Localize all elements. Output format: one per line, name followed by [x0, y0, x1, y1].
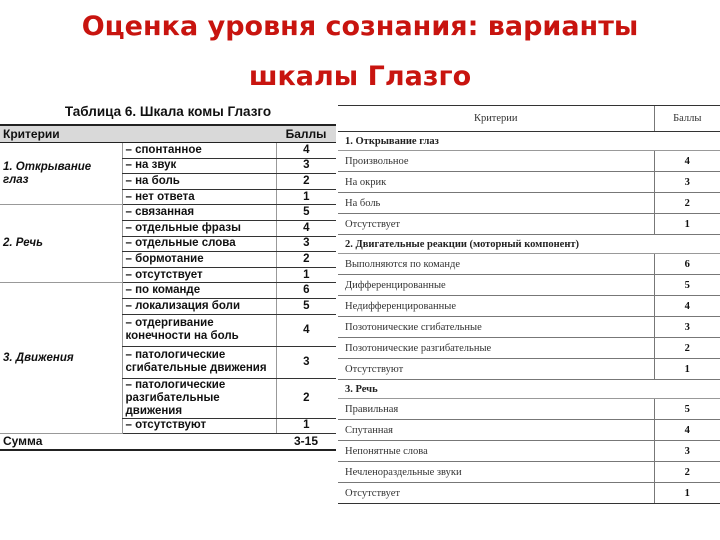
row-points: 3	[654, 317, 720, 338]
row-label: Произвольное	[338, 151, 654, 172]
table-row	[338, 399, 720, 420]
table-row	[338, 275, 720, 296]
row-label: Дифференцированные	[338, 275, 654, 296]
section-title: 2. Двигательные реакции (моторный компонент)	[338, 235, 720, 254]
glasgow-table-left	[0, 124, 336, 451]
row-points: 3	[654, 441, 720, 462]
option-label: – отсутствуют	[122, 418, 276, 434]
option-points: 1	[276, 189, 336, 205]
option-label: – патологические разгибательные движения	[122, 378, 276, 418]
row-points: 2	[654, 338, 720, 359]
table-row	[338, 441, 720, 462]
section-title: 3. Речь	[338, 380, 720, 399]
slide-title	[0, 2, 720, 102]
row-points: 4	[654, 296, 720, 317]
sum-row	[0, 434, 336, 450]
glasgow-table-right	[338, 105, 720, 504]
table-row	[338, 359, 720, 380]
option-points: 6	[276, 283, 336, 299]
option-label: – патологические сгибательные движения	[122, 346, 276, 378]
row-label: На боль	[338, 193, 654, 214]
right-header-points: Баллы	[654, 106, 720, 132]
right-header-criteria: Критерии	[338, 106, 654, 132]
option-points: 3	[276, 236, 336, 252]
row-points: 5	[654, 275, 720, 296]
option-label: – локализация боли	[122, 298, 276, 314]
row-label: Выполняются по команде	[338, 254, 654, 275]
category-eye-opening: 1. Открывание глаз	[0, 143, 122, 205]
table-row	[338, 172, 720, 193]
row-label: Позотонические сгибательные	[338, 317, 654, 338]
option-label: – на боль	[122, 174, 276, 190]
option-points: 5	[276, 298, 336, 314]
category-speech: 2. Речь	[0, 205, 122, 283]
option-label: – отдельные слова	[122, 236, 276, 252]
left-table-header-row	[0, 125, 336, 143]
option-label: – отдельные фразы	[122, 220, 276, 236]
option-points: 2	[276, 378, 336, 418]
row-label: Отсутствует	[338, 483, 654, 504]
row-points: 3	[654, 172, 720, 193]
table-row	[338, 462, 720, 483]
option-label: – по команде	[122, 283, 276, 299]
row-points: 5	[654, 399, 720, 420]
option-points: 4	[276, 143, 336, 159]
left-table-caption: Таблица 6. Шкала комы Глазго	[64, 104, 272, 119]
row-points: 6	[654, 254, 720, 275]
table-row	[338, 296, 720, 317]
row-label: Правильная	[338, 399, 654, 420]
table-row	[338, 420, 720, 441]
option-points: 4	[276, 220, 336, 236]
row-label: Недифференцированные	[338, 296, 654, 317]
option-label: – связанная	[122, 205, 276, 221]
option-points: 5	[276, 205, 336, 221]
slide-title-line-1: Оценка уровня сознания: варианты	[81, 11, 639, 42]
row-points: 2	[654, 462, 720, 483]
slide-title-line-2: шкалы Глазго	[248, 61, 472, 92]
row-label: Нечленораздельные звуки	[338, 462, 654, 483]
option-points: 1	[276, 267, 336, 283]
option-points: 4	[276, 314, 336, 346]
left-header-criteria: Критерии	[0, 125, 276, 143]
row-label: На окрик	[338, 172, 654, 193]
option-points: 1	[276, 418, 336, 434]
option-points: 3	[276, 158, 336, 174]
row-points: 1	[654, 214, 720, 235]
table-row	[338, 193, 720, 214]
table-row	[0, 143, 336, 159]
section-row	[338, 132, 720, 151]
row-points: 4	[654, 420, 720, 441]
section-row	[338, 235, 720, 254]
table-row	[0, 205, 336, 221]
row-label: Позотонические разгибательные	[338, 338, 654, 359]
section-title: 1. Открывание глаз	[338, 132, 720, 151]
table-row	[0, 283, 336, 299]
table-row	[338, 151, 720, 172]
sum-label: Сумма	[0, 434, 276, 450]
option-label: – нет ответа	[122, 189, 276, 205]
option-label: – отдергивание конечности на боль	[122, 314, 276, 346]
option-points: 2	[276, 252, 336, 268]
row-points: 1	[654, 483, 720, 504]
row-points: 1	[654, 359, 720, 380]
table-row	[338, 317, 720, 338]
left-header-points: Баллы	[276, 125, 336, 143]
table-row	[338, 254, 720, 275]
option-points: 2	[276, 174, 336, 190]
row-label: Отсутствуют	[338, 359, 654, 380]
table-row	[338, 483, 720, 504]
row-label: Непонятные слова	[338, 441, 654, 462]
option-label: – бормотание	[122, 252, 276, 268]
right-table-header-row	[338, 106, 720, 132]
table-row	[338, 338, 720, 359]
option-label: – спонтанное	[122, 143, 276, 159]
row-points: 4	[654, 151, 720, 172]
table-row	[338, 214, 720, 235]
section-row	[338, 380, 720, 399]
row-label: Отсутствует	[338, 214, 654, 235]
option-label: – отсутствует	[122, 267, 276, 283]
row-points: 2	[654, 193, 720, 214]
sum-points: 3-15	[276, 434, 336, 450]
option-label: – на звук	[122, 158, 276, 174]
option-points: 3	[276, 346, 336, 378]
category-movement: 3. Движения	[0, 283, 122, 434]
row-label: Спутанная	[338, 420, 654, 441]
